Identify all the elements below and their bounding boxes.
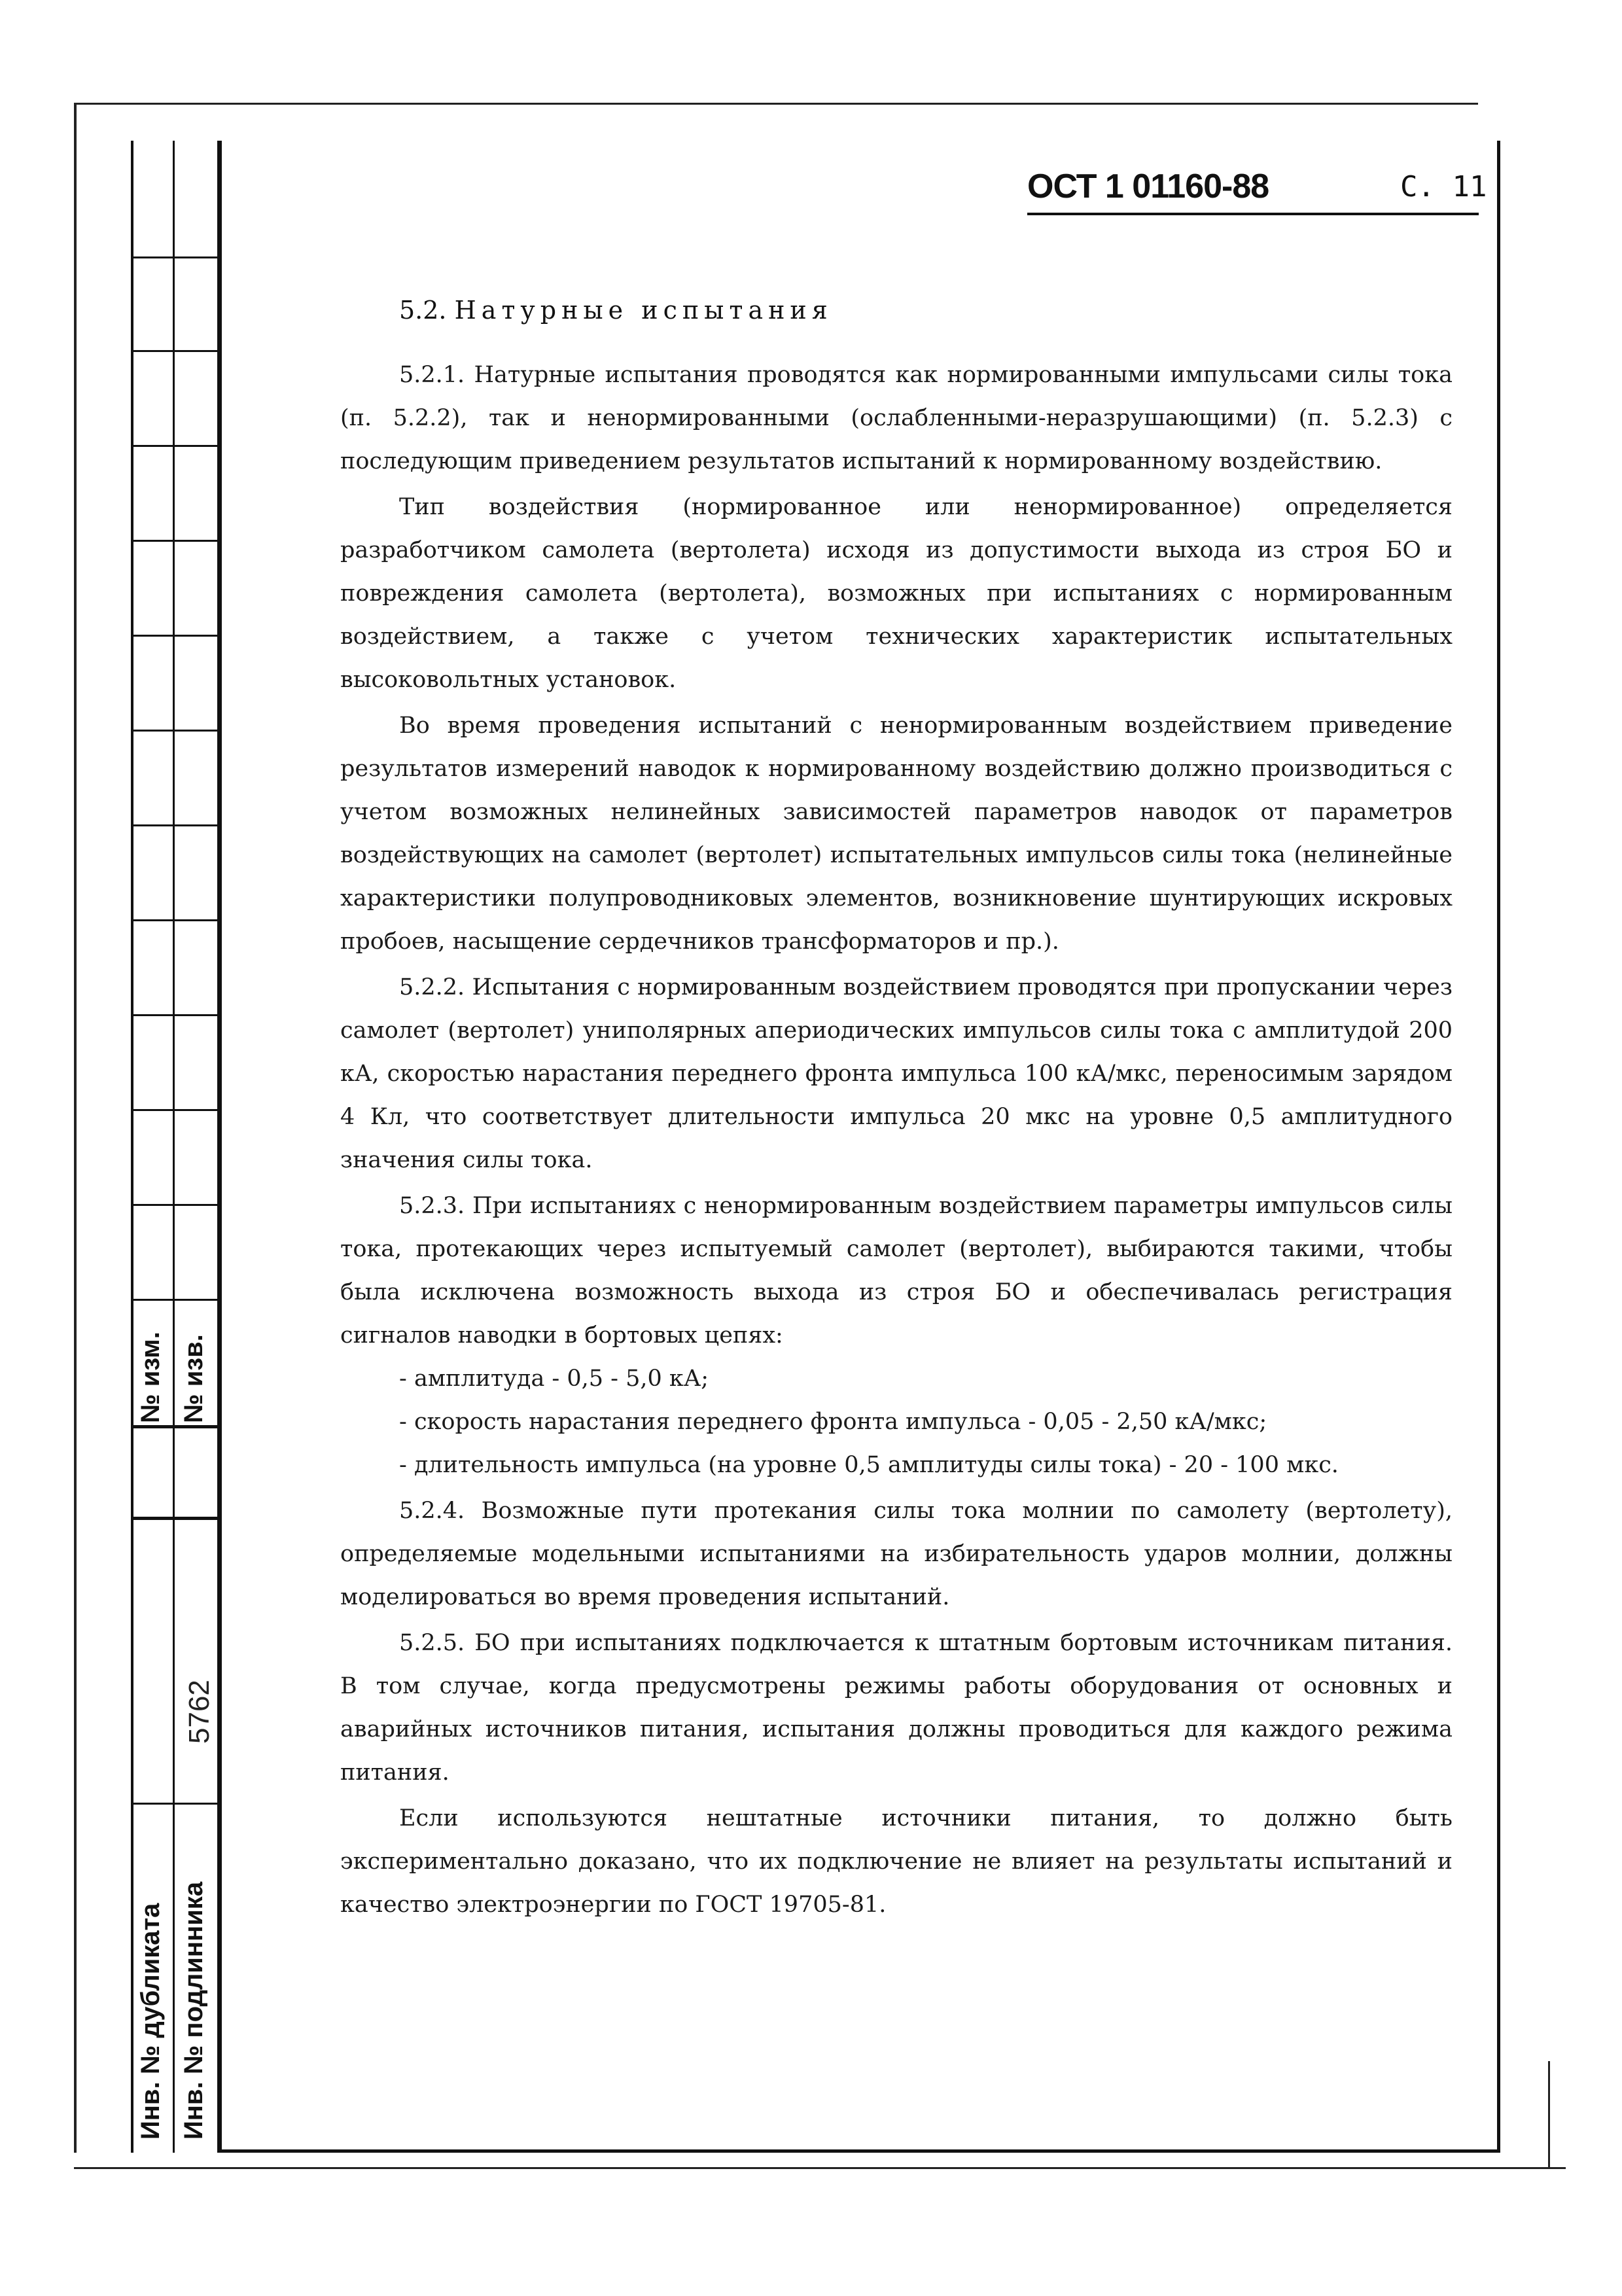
stamp-line	[131, 256, 219, 258]
paragraph-5-2-5: 5.2.5. БО при испытаниях подключается к штатным бортовым источникам питания. В том случае, когда предусмотрены режимы работы оборудования от основных и аварийных источников питания, испытания должны проводиться для каждого режима питания.	[340, 1630, 1453, 1786]
stamp-line	[131, 1109, 219, 1111]
stamp-line	[131, 350, 219, 352]
stamp-line	[131, 1299, 219, 1301]
stamp-line	[131, 540, 219, 542]
paragraph-non-standard-sources: Если используются нештатные источники питания, то должно быть экспериментально доказано, что их подключение не влияет на результаты испытаний и качество электроэнергии по ГОСТ 19705-81.	[340, 1805, 1453, 1918]
list-item-amplitude: - амплитуда - 0,5 - 5,0 кА;	[399, 1366, 709, 1392]
section-title: Натурные испытания	[454, 296, 833, 325]
body-text	[340, 353, 1453, 1926]
stamp-inv-number: 5762	[183, 1680, 215, 1744]
frame-bottom-line	[74, 2167, 1566, 2169]
paragraph-5-2-4: 5.2.4. Возможные пути протекания силы тока молнии по самолету (вертолету), определяемые модельными испытаниями на избирательность ударов молнии, должны моделироваться во время проведения испытаний.	[340, 1498, 1453, 1610]
header-rule	[1027, 213, 1479, 215]
stamp-line	[131, 730, 219, 732]
stamp-no-izv: № изв.	[179, 1334, 208, 1423]
stamp-line	[131, 1803, 219, 1805]
stamp-line	[131, 635, 219, 637]
page-number: С. 11	[1400, 170, 1487, 203]
side-stamp	[131, 141, 222, 2153]
stamp-line	[131, 445, 219, 447]
stamp-line	[131, 1517, 219, 1520]
stamp-line	[131, 1204, 219, 1206]
stamp-line	[131, 1014, 219, 1016]
stamp-inv-podlinnika: Инв. № подлинника	[179, 1881, 208, 2140]
list-item-duration: - длительность импульса (на уровне 0,5 амплитуды силы тока) - 20 - 100 мкс.	[399, 1452, 1339, 1478]
paragraph-5-2-3: 5.2.3. При испытаниях с ненормированным воздействием параметры импульсов силы тока, протекающих через испытуемый самолет (вертолет), выбираются такими, чтобы была исключена возможность выхода из строя БО и обеспечивалась регистрация сигналов наводки в бортовых цепях:	[340, 1193, 1453, 1349]
document-code: ОСТ 1 01160-88	[1027, 168, 1269, 205]
paragraph-non-normalized: Во время проведения испытаний с ненормированным воздействием приведение результатов измерений наводок к нормированному воздействию должно производиться с учетом возможных нелинейных зависимостей параметров наводок от параметров воздействующих на самолет (вертолет) испытательных импульсов силы тока (нелинейные характеристики полупроводниковых элементов, возникновение шунтирующих искровых пробоев, насыщение сердечников трансформаторов и пр.).	[340, 713, 1453, 955]
frame-right-tail	[1548, 2061, 1550, 2169]
stamp-no-izm: № изм.	[136, 1332, 165, 1423]
section-number: 5.2.	[399, 296, 447, 325]
list-item-rise-rate: - скорость нарастания переднего фронта импульса - 0,05 - 2,50 кА/мкс;	[399, 1409, 1267, 1435]
section-heading	[399, 296, 833, 325]
paragraph-5-2-2: 5.2.2. Испытания с нормированным воздействием проводятся при пропускании через самолет (вертолет) униполярных апериодических импульсов силы тока с амплитудой 200 кА, скоростью нарастания переднего фронта импульса 100 кА/мкс, переносимым зарядом 4 Кл, что соответствует длительности импульса 20 мкс на уровне 0,5 амплитудного значения силы тока.	[340, 974, 1453, 1173]
stamp-line	[131, 824, 219, 826]
stamp-inv-dublikata: Инв. № дубликата	[136, 1903, 165, 2140]
paragraph-5-2-1: 5.2.1. Натурные испытания проводятся как нормированными импульсами силы тока (п. 5.2.2), так и ненормированными (ослабленными-неразрушающими) (п. 5.2.3) с последующим приведением результатов испытаний к нормированному воздействию.	[340, 362, 1453, 474]
stamp-line	[131, 919, 219, 921]
stamp-line	[131, 1425, 219, 1428]
side-stamp-divider	[173, 141, 175, 2153]
paragraph-impact-type: Тип воздействия (нормированное или ненормированное) определяется разработчиком самолета (вертолета) исходя из допустимости выхода из строя БО и повреждения самолета (вертолета), возможных при испытаниях с нормированным воздействием, а также с учетом технических характеристик испытательных высоковольтных установок.	[340, 494, 1453, 693]
